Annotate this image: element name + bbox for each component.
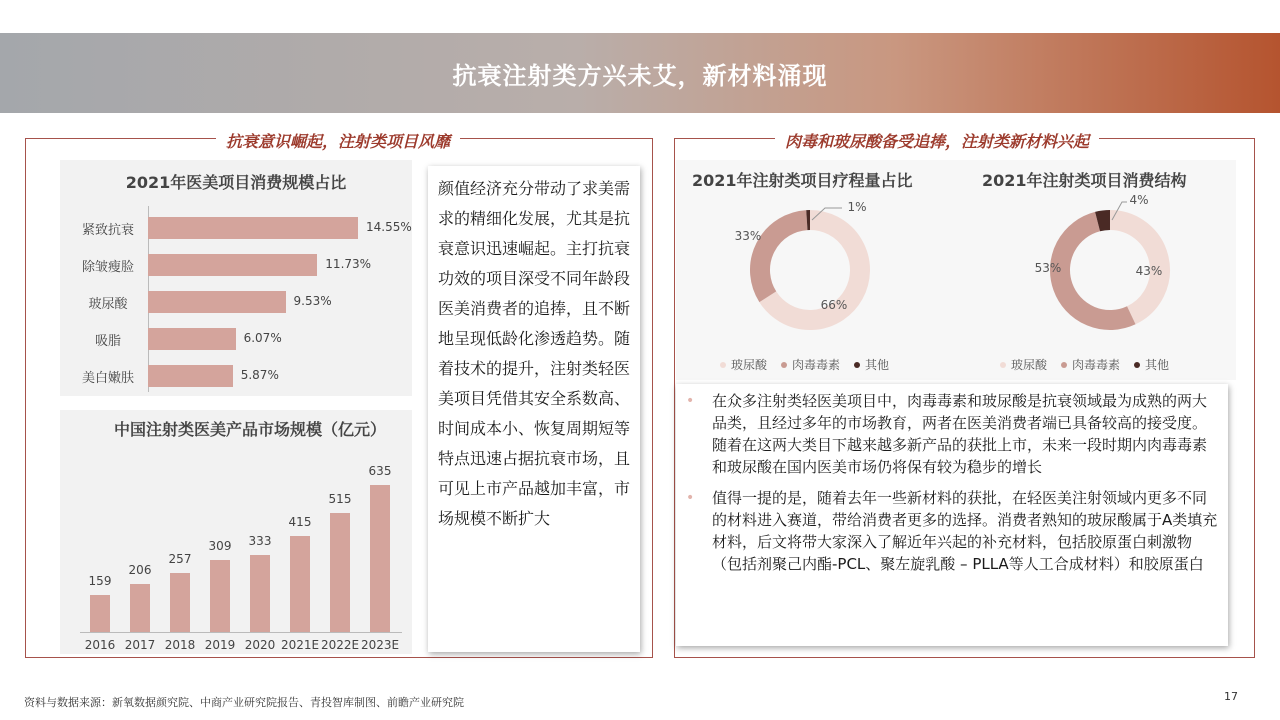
chart2-category-label: 2019 <box>204 638 236 652</box>
left-description-text: 颜值经济充分带动了求美需求的精细化发展，尤其是抗衰意识迅速崛起。主打抗衰功效的项目深受不同年龄段医美消费者的追捧，且不断地呈现低龄化渗透趋势。随着技术的提升，注射类轻医美项目凭借其安全系数高、时间成本小、恢复周期短等特点迅速占据抗衰市场，且可见上市产品越加丰富，市场规模不断扩大 <box>438 179 631 528</box>
chart1-value-label: 14.55% <box>366 220 412 234</box>
chart2-category-label: 2022E <box>320 638 360 652</box>
chart2-bar <box>170 573 190 632</box>
chart1-title: 2021年医美项目消费规模占比 <box>125 173 347 192</box>
chart2-value-label: 333 <box>248 533 272 548</box>
chart1-value-label: 11.73% <box>325 257 372 271</box>
consumption-share-chart <box>60 160 412 396</box>
note-item <box>684 390 1220 478</box>
donut2-chart <box>1010 190 1190 350</box>
legend-item <box>1000 356 1047 373</box>
legend-label: 玻尿酸 <box>731 358 768 372</box>
chart1-value-label: 6.07% <box>243 331 282 345</box>
chart2-value-label: 515 <box>328 491 352 506</box>
page-number: 17 <box>1224 690 1238 703</box>
donut-value-label: 33% <box>734 229 762 243</box>
chart1-category-label: 吸脂 <box>94 334 121 349</box>
donut1-chart <box>730 190 900 350</box>
donut2-legend <box>1000 356 1169 373</box>
chart1-category-label: 除皱瘦脸 <box>81 260 134 275</box>
chart2-value-label: 635 <box>368 464 392 478</box>
legend-dot <box>1000 362 1006 368</box>
donut-value-label: 4% <box>1129 193 1149 207</box>
chart2-category-label: 2023E <box>360 638 400 652</box>
chart1-bar <box>148 254 317 276</box>
chart2-category-label: 2020 <box>244 638 276 652</box>
chart1-value-label: 9.53% <box>293 294 332 308</box>
legend-dot <box>1061 362 1067 368</box>
chart2-category-label: 2016 <box>84 638 116 652</box>
legend-item <box>1134 356 1169 373</box>
legend-item <box>720 356 767 373</box>
chart1-bar <box>148 365 233 387</box>
chart2-bar <box>370 485 390 632</box>
legend-dot <box>781 362 787 368</box>
right-panel-heading: 肉毒和玻尿酸备受追捧，注射类新材料兴起 <box>775 129 1099 152</box>
page-title: 抗衰注射类方兴未艾，新材料涌现 <box>452 61 828 90</box>
legend-label: 肉毒毒素 <box>792 358 841 372</box>
chart1-bar <box>148 217 358 239</box>
legend-label: 肉毒毒素 <box>1072 358 1121 372</box>
title-banner <box>0 33 1280 113</box>
chart1-bar <box>148 291 286 313</box>
bullet-icon: • <box>686 393 695 409</box>
chart1-category-label: 紧致抗衰 <box>81 223 134 238</box>
legend-item <box>781 356 840 373</box>
donut-slice <box>1060 222 1131 320</box>
chart2-bar <box>290 536 310 632</box>
legend-dot <box>1134 362 1140 368</box>
chart2-bar <box>250 555 270 632</box>
donut1-title: 2021年注射类项目疗程量占比 <box>692 171 913 190</box>
chart2-value-label: 309 <box>208 539 232 554</box>
donut-value-label: 66% <box>820 298 848 312</box>
chart1-bar <box>148 328 236 350</box>
legend-dot <box>854 362 860 368</box>
legend-label: 玻尿酸 <box>1011 358 1048 372</box>
chart2-bar <box>330 513 350 632</box>
donut-value-label: 53% <box>1034 261 1062 275</box>
donut-slice <box>760 220 807 297</box>
donut-value-label: 43% <box>1135 264 1163 278</box>
market-size-chart <box>60 410 412 654</box>
note-text: 值得一提的是，随着去年一些新材料的获批，在轻医美注射领域内更多不同的材料进入赛道，带给消费者更多的选择。消费者熟知的玻尿酸属于A类填充材料，后文将带大家深入了解近年兴起的补充材料，包括胶原蛋白刺激物（包括剂聚己内酯-PCL、聚左旋乳酸 – PLLA等人工合成材料）和胶原蛋白 <box>712 489 1218 573</box>
source-note: 资料与数据来源：新氧数据颜究院、中商产业研究院报告、青投智库制图、前瞻产业研究院 <box>24 696 464 709</box>
chart1-category-label: 玻尿酸 <box>88 297 128 312</box>
chart2-value-label: 257 <box>168 551 192 566</box>
donut-slice <box>1098 220 1110 222</box>
left-panel-heading: 抗衰意识崛起，注射类项目风靡 <box>216 129 460 152</box>
legend-item <box>854 356 889 373</box>
chart2-title: 中国注射类医美产品市场规模（亿元） <box>113 420 386 439</box>
chart2-value-label: 159 <box>88 574 112 589</box>
left-description-box <box>428 166 640 652</box>
legend-dot <box>720 362 726 368</box>
chart2-category-label: 2017 <box>124 638 156 652</box>
chart2-value-label: 206 <box>128 563 152 578</box>
chart2-category-label: 2021E <box>280 638 320 652</box>
chart2-bar <box>90 595 110 632</box>
donut1-legend <box>720 356 889 373</box>
chart2-bar <box>130 584 150 632</box>
bullet-icon: • <box>686 490 695 506</box>
legend-label: 其他 <box>1145 358 1170 372</box>
legend-item <box>1061 356 1120 373</box>
chart2-bar <box>210 560 230 632</box>
chart2-axis <box>80 632 402 633</box>
chart1-value-label: 5.87% <box>240 368 279 382</box>
note-text: 在众多注射类轻医美项目中，肉毒毒素和玻尿酸是抗衰领域最为成熟的两大品类，且经过多年的市场教育，两者在医美消费者端已具备较高的接受度。随着在这两大类目下越来越多新产品的获批上市，未来一段时期内肉毒毒素和玻尿酸在国内医美市场仍将保有较为稳步的增长 <box>712 392 1208 476</box>
donut-value-label: 1% <box>847 200 867 214</box>
legend-label: 其他 <box>865 358 890 372</box>
chart2-category-label: 2018 <box>164 638 196 652</box>
chart2-value-label: 415 <box>288 514 312 529</box>
right-notes-box <box>676 384 1228 646</box>
chart1-category-label: 美白嫩肤 <box>81 371 134 386</box>
donut2-title: 2021年注射类项目消费结构 <box>982 171 1187 190</box>
note-item <box>684 487 1220 575</box>
